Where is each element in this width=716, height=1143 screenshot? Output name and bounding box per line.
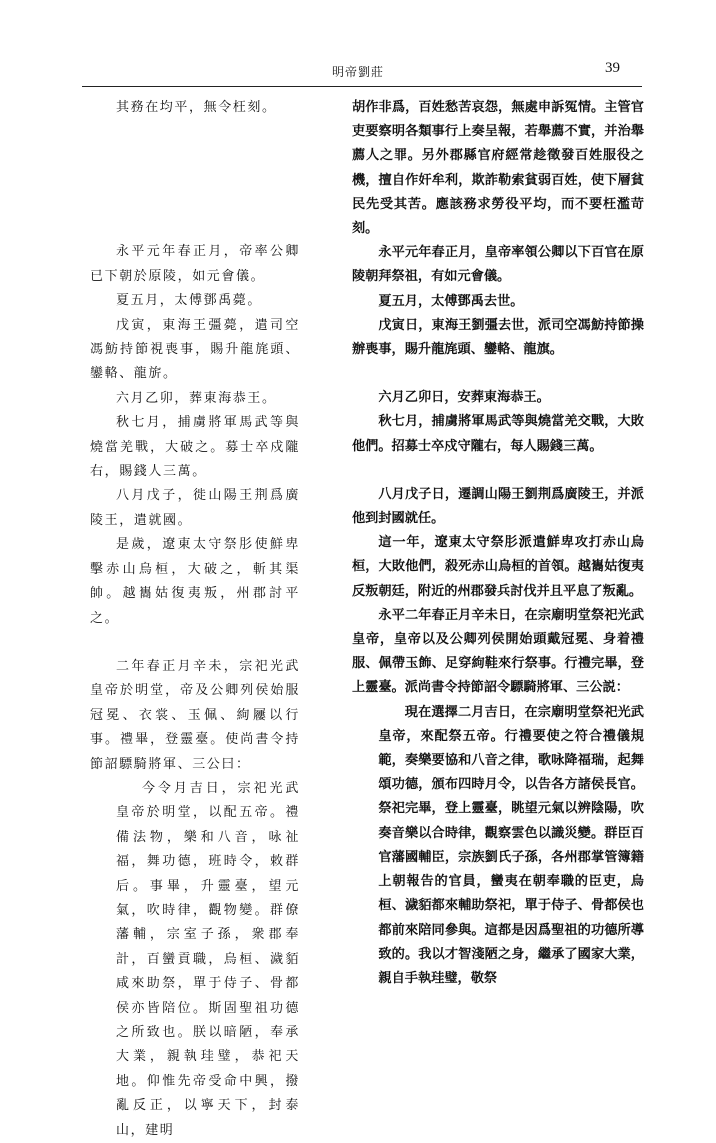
left-paragraph-4: 戊寅，東海王彊薨，遣司空馮魴持節視喪事，賜升龍旄頭、鑾輅、龍旂。 (90, 317, 300, 382)
right-paragraph-8: 這一年，遼東太守祭肜派遣鮮卑攻打赤山烏桓，大敗他們，殺死赤山烏桓的首領。越巂姑復夷反叛朝廷，附近的州郡發兵討伐并且平息了叛亂。 (352, 535, 644, 599)
right-paragraph-7: 八月戊子日，遷調山陽王劉荆爲廣陵王，并派他到封國就任。 (352, 486, 644, 527)
page-number: 39 (605, 60, 620, 76)
left-paragraph-1: 其務在均平，無令枉刻。 (116, 100, 277, 115)
left-paragraph-8: 是歲，遼東太守祭肜使鮮卑擊赤山烏桓，大破之，斬其渠帥。越巂姑復夷叛，州郡討平之。 (90, 537, 300, 626)
classical-text-column (90, 96, 300, 1143)
left-paragraph-6: 秋七月，捕虜將軍馬武等與燒當羌戰，大破之。募士卒戍隴右，賜錢人三萬。 (90, 415, 300, 480)
right-paragraph-6: 秋七月，捕虜將軍馬武等與燒當羌交戰，大敗他們。招募士卒戍守隴右，每人賜錢三萬。 (352, 414, 644, 454)
left-paragraph-9: 二年春正月辛未，宗祀光武皇帝於明堂，帝及公卿列侯始服冠冕、衣裳、玉佩、絇屨以行事。禮畢，登靈臺。使尚書令持節詔驃騎將軍、三公曰： (90, 658, 300, 772)
left-paragraph-7: 八月戊子，徙山陽王荆爲廣陵王，遣就國。 (90, 488, 300, 528)
left-paragraph-10: 今令月吉日，宗祀光武皇帝於明堂，以配五帝。禮備法物，樂和八音，咏祉福，舞功德，班時令，敕群后。事畢，升靈臺，望元氣，吹時律，觀物變。群僚藩輔，宗室子孫，衆郡奉計，百蠻貢職，烏桓、濊貊咸來助祭，單于侍子、骨都侯亦皆陪位。斯固聖祖功德之所致也。朕以暗陋，奉承大業，親執珪璧，恭祀天地。仰惟先帝受命中興，撥亂反正，以寧天下，封泰山，建明 (116, 780, 300, 1138)
right-paragraph-10: 現在選擇二月吉日，在宗廟明堂祭祀光武皇帝，來配祭五帝。行禮要使之符合禮儀規範，奏樂要協和八音之律，歌咏降福瑞，起舞頌功德，頒布四時月令，以告各方諸侯長官。祭祀完畢，登上靈臺，眺望元氣以辨陰陽，吹奏音樂以合時律，觀察雲色以識災變。群臣百官藩國輔臣，宗族劉氏子孫，各州郡掌管簿籍上朝報告的官員，蠻夷在朝奉職的臣吏，烏桓、濊貊都來輔助祭祀，單于侍子、骨都侯也都前來陪同參與。這都是因爲聖祖的功德所導致的。我以才智淺陋之身，繼承了國家大業，親自手執珪璧，敬祭 (378, 704, 644, 986)
left-paragraph-5: 六月乙卯，葬東海恭王。 (116, 390, 277, 406)
modern-translation-column (352, 96, 644, 991)
header-rule (82, 86, 642, 87)
running-header-title: 明帝劉莊 (331, 65, 384, 79)
right-paragraph-2: 永平元年春正月，皇帝率領公卿以下百官在原陵朝拜祭祖，有如元會儀。 (352, 245, 644, 285)
left-paragraph-2: 永平元年春正月，帝率公卿已下朝於原陵，如元會儀。 (90, 244, 300, 284)
left-paragraph-3: 夏五月，太傅鄧禹薨。 (116, 293, 263, 309)
right-paragraph-9: 永平二年春正月辛未日，在宗廟明堂祭祀光武皇帝，皇帝以及公卿列侯開始頭戴冠冕、身着禮服、佩帶玉飾、足穿絇鞋來行祭事。行禮完畢，登上靈臺。派尚書令持節詔令驃騎將軍、三公説： (352, 607, 644, 696)
right-paragraph-4: 戊寅日，東海王劉彊去世，派司空馮魴持節操辦喪事，賜升龍旄頭、鑾輅、龍旗。 (352, 317, 644, 358)
right-paragraph-1: 胡作非爲，百姓愁苦哀怨，無處申訴冤情。主管官吏要察明各類事行上奏呈報，若舉薦不實，并治舉薦人之罪。另外郡縣官府經常趁徵發百姓服役之機，擅自作奸牟利，欺詐勒索貧弱百姓，使下層貧民先受其苦。應該務求勞役平均，而不要枉濫苛刻。 (352, 100, 644, 237)
right-paragraph-3: 夏五月，太傅鄧禹去世。 (378, 293, 524, 309)
right-paragraph-5: 六月乙卯日，安葬東海恭王。 (378, 390, 550, 406)
